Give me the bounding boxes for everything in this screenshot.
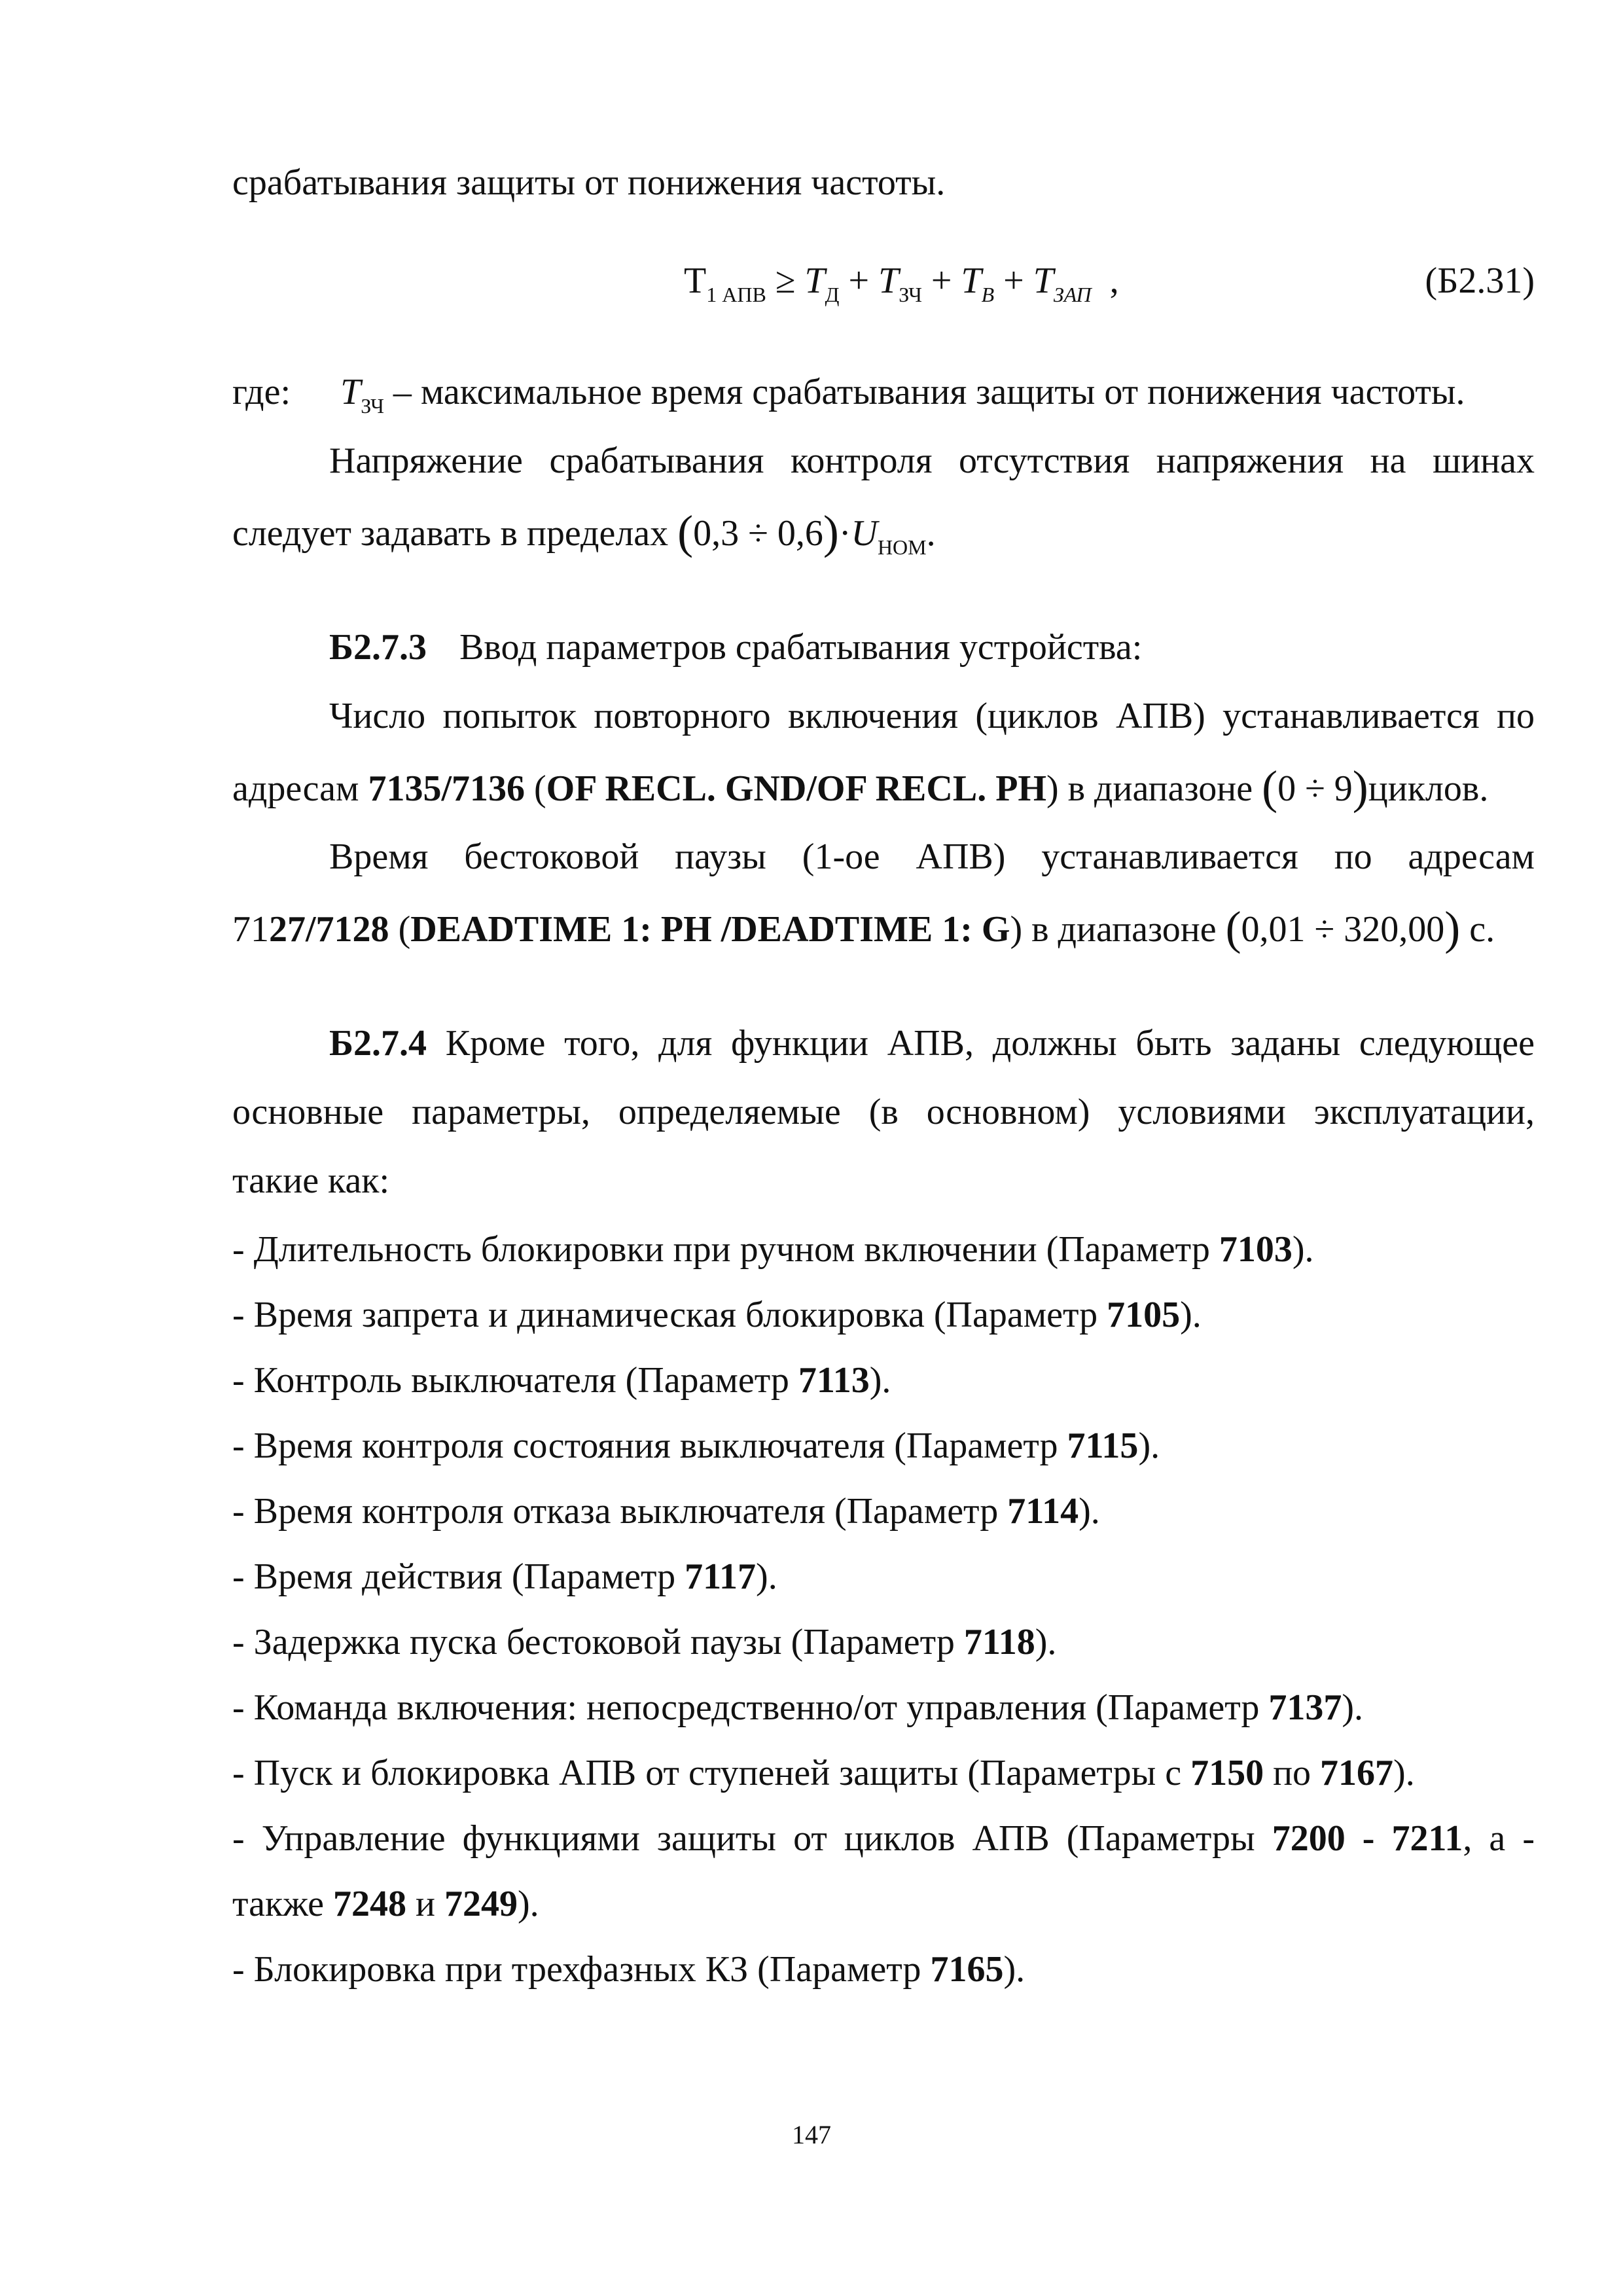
text-run: ). [869,1360,891,1401]
voltage-text: следует задавать в пределах [232,513,669,554]
s274-line2: основные параметры, определяемые (в основном) условиями эксплуатации, [232,1092,1535,1132]
param-number-bold: 7115 [1067,1426,1139,1466]
section-2-7-3-heading [232,625,1535,670]
text-run: и [406,1884,444,1924]
paren-open: ( [677,506,694,558]
voltage-end: . [926,513,936,554]
s273-p2-line1: Время бестоковой паузы (1-ое АПВ) устанавливается по адресам [329,836,1535,877]
s273-p2-line2 [232,903,1535,952]
param-number-bold: 7114 [1007,1491,1079,1532]
text-run: ). [1138,1426,1160,1466]
formula-sub-d: Д [825,283,840,306]
list-item [232,1947,1535,1992]
range-value: 0,01 ÷ 320,00 [1241,909,1445,950]
text-run: - Время контроля отказа выключателя (Параметр [232,1491,1008,1532]
param-number-bold: 7103 [1219,1229,1293,1270]
text-run: - Длительность блокировки при ручном включении (Параметр [232,1229,1219,1270]
section-text: Кроме того, для функции АПВ, должны быть заданы следующее [445,1023,1535,1064]
text-run: 71 [232,909,269,950]
param-name-bold: OF RECL. GND/OF RECL. PH [546,768,1046,809]
param-number-bold: 7248 [333,1884,407,1924]
range-value: 0 ÷ 9 [1277,768,1353,809]
formula-sub-zch: ЗЧ [899,283,922,306]
voltage-line-1: Напряжение срабатывания контроля отсутствия напряжения на шинах [329,440,1535,481]
formula-t: T [961,260,982,301]
s273-p1-line2 [232,761,1535,814]
paren-close: ) [1444,902,1461,954]
param-name-bold: DEADTIME 1: PH /DEADTIME 1: G [410,909,1010,950]
formula-t: T [804,260,825,301]
text-run: циклов. [1368,768,1489,809]
formula-plus: + [931,260,952,301]
text-run: ). [756,1556,777,1597]
text-run: - Блокировка при трехфазных КЗ (Параметр [232,1949,931,1990]
text-run: - Управление функциями защиты от циклов АПВ (Параметры [232,1818,1272,1859]
text-run: - Время действия (Параметр [232,1556,685,1597]
where-line [232,370,1535,419]
list-item [232,1685,1535,1730]
voltage-line-2 [232,507,1535,560]
text-run: ). [1292,1229,1314,1270]
text-run: ). [518,1884,539,1924]
param-number-bold: 7167 [1320,1753,1394,1793]
s273-p1-line1: Число попыток повторного включения (циклов АПВ) устанавливается по [329,696,1535,736]
formula-sub-v: В [981,283,995,306]
list-item [232,1620,1535,1664]
text-run: ). [1393,1753,1415,1793]
section-2-7-4-line1 [232,1021,1535,1066]
param-number-bold: 7118 [963,1622,1035,1662]
param-number-bold: 7249 [444,1884,518,1924]
list-item [232,1816,1535,1861]
formula-ge: ≥ [775,260,796,301]
formula [684,259,1119,308]
list-item [232,1227,1535,1272]
page-number: 147 [792,2120,831,2149]
param-number-bold: 7200 - 7211 [1272,1818,1463,1859]
text-run: по [1264,1753,1321,1793]
text-run: ). [1035,1622,1057,1662]
text-run: адресам [232,768,359,809]
text-run: ) в диапазоне [1046,768,1253,809]
formula-plus: + [1003,260,1024,301]
where-text: – максимальное время срабатывания защиты от понижения частоты. [393,372,1465,412]
text-run: ) в диапазоне [1010,909,1217,950]
list-item [232,1554,1535,1599]
list-item [232,1424,1535,1468]
paren-open: ( [1262,761,1278,814]
section-number: Б2.7.3 [329,627,427,668]
where-label: где: [232,372,291,412]
address-bold: 7135/7136 [368,768,525,809]
text-run: с. [1469,909,1495,950]
list-item [232,1751,1535,1795]
text-run: - Контроль выключателя (Параметр [232,1360,798,1401]
formula-comma: , [1109,260,1119,301]
formula-t: T [878,260,899,301]
address-bold: 27/7128 [269,909,389,950]
formula-lhs: T [684,260,707,301]
text-run: - Время контроля состояния выключателя (Параметр [232,1426,1067,1466]
text-run: ). [1342,1687,1364,1728]
where-symbol-sub: ЗЧ [361,394,384,418]
text-run: , а - [1463,1818,1535,1859]
section-title: Ввод параметров срабатывания устройства: [459,627,1143,668]
formula-t: T [1033,260,1054,301]
text-run: - Команда включения: непосредственно/от управления (Параметр [232,1687,1269,1728]
formula-lhs-sub: 1 АПВ [706,283,766,306]
intro-line: срабатывания защиты от понижения частоты. [232,162,946,203]
voltage-dot: · [838,513,851,554]
param-number-bold: 7117 [685,1556,757,1597]
voltage-u: U [851,513,878,554]
formula-sub-zap: ЗАП [1053,283,1092,306]
paren-open: ( [1225,902,1241,954]
param-number-bold: 7150 [1190,1753,1264,1793]
param-number-bold: 7137 [1268,1687,1342,1728]
paren-close: ) [1352,761,1368,814]
param-number-bold: 7113 [798,1360,870,1401]
list-item [232,1358,1535,1403]
voltage-range: 0,3 ÷ 0,6 [693,513,823,554]
text-run: ). [1180,1295,1202,1335]
list-item [232,1489,1535,1534]
text-run: ( [534,768,546,809]
param-number-bold: 7165 [930,1949,1004,1990]
equation-number: (Б2.31) [1425,260,1535,301]
text-run: ). [1003,1949,1026,1990]
text-run: ( [398,909,411,950]
formula-plus: + [848,260,870,301]
list-item [232,1293,1535,1337]
where-symbol: T [340,372,361,412]
list-item-continued [232,1882,1535,1926]
text-run: - Пуск и блокировка АПВ от ступеней защиты (Параметры с [232,1753,1191,1793]
text-run: - Задержка пуска бестоковой паузы (Параметр [232,1622,964,1662]
paren-close: ) [823,506,839,558]
text-run: также [232,1884,334,1924]
section-number: Б2.7.4 [329,1023,427,1064]
param-number-bold: 7105 [1107,1295,1181,1335]
text-run: ). [1079,1491,1100,1532]
voltage-u-sub: НОМ [877,535,927,559]
text-run: - Время запрета и динамическая блокировка (Параметр [232,1295,1107,1335]
s274-line3: такие как: [232,1160,390,1201]
